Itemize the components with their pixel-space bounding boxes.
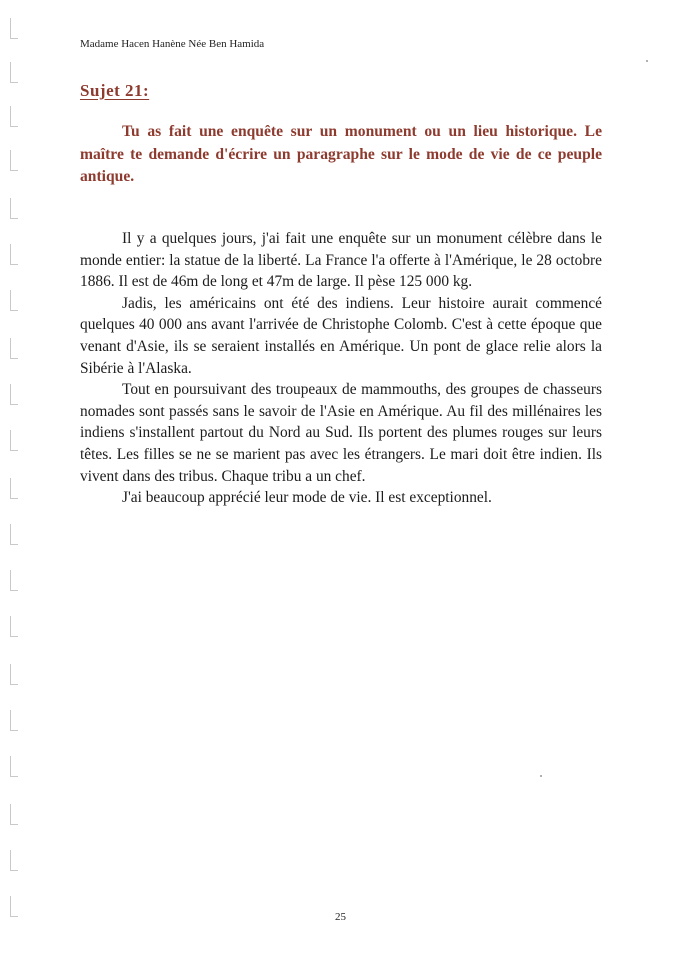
essay-paragraph: Tout en poursuivant des troupeaux de mammouths, des groupes de chasseurs nomades sont passés sans le savoir de l'Asie en Amérique. Au fil des millénaires les indiens s'installent partout du Nord au Sud. Ils portent des plumes rouges sur leurs têtes. Les filles se ne se marient pas avec les étrangers. Le mari doit être indien. Ils vivent dans des tribus. Chaque tribu a un chef. [80, 381, 602, 485]
margin-mark [10, 62, 18, 83]
margin-mark [10, 896, 18, 917]
margin-mark [10, 338, 18, 359]
essay-paragraph: J'ai beaucoup apprécié leur mode de vie. Il est exceptionnel. [122, 489, 492, 507]
margin-mark [10, 664, 18, 685]
margin-mark [10, 524, 18, 545]
margin-mark [10, 850, 18, 871]
margin-mark [10, 384, 18, 405]
scan-speck [646, 60, 648, 62]
binder-margin-marks [0, 0, 28, 960]
margin-mark [10, 478, 18, 499]
margin-mark [10, 18, 18, 39]
margin-mark [10, 616, 18, 637]
author-header: Madame Hacen Hanène Née Ben Hamida [80, 38, 265, 50]
margin-mark [10, 244, 18, 265]
margin-mark [10, 804, 18, 825]
margin-mark [10, 106, 18, 127]
scan-speck [540, 775, 542, 777]
margin-mark [10, 430, 18, 451]
essay-body [80, 228, 602, 509]
page-number: 25 [335, 911, 346, 923]
margin-mark [10, 570, 18, 591]
essay-paragraph: Jadis, les américains ont été des indiens. Leur histoire aurait commencé quelques 40 000 ans avant l'arrivée de Christophe Colomb. C'est à cette époque que venant d'Asie, ils se seraient installés en Amérique. Un pont de glace relie alors la Sibérie à l'Alaska. [80, 294, 602, 377]
margin-mark [10, 150, 18, 171]
sujet-title: Sujet 21: [80, 81, 150, 100]
assignment-prompt: Tu as fait une enquête sur un monument ou un lieu historique. Le maître te demande d'écrire un paragraphe sur le mode de vie de ce peuple antique. [80, 123, 602, 185]
margin-mark [10, 756, 18, 777]
margin-mark [10, 198, 18, 219]
margin-mark [10, 290, 18, 311]
essay-paragraph: Il y a quelques jours, j'ai fait une enquête sur un monument célèbre dans le monde entier: la statue de la liberté. La France l'a offerte à l'Amérique, le 28 octobre 1886. Il est de 46m de long et 47m de large. Il pèse 125 000 kg. [80, 230, 602, 291]
margin-mark [10, 710, 18, 731]
